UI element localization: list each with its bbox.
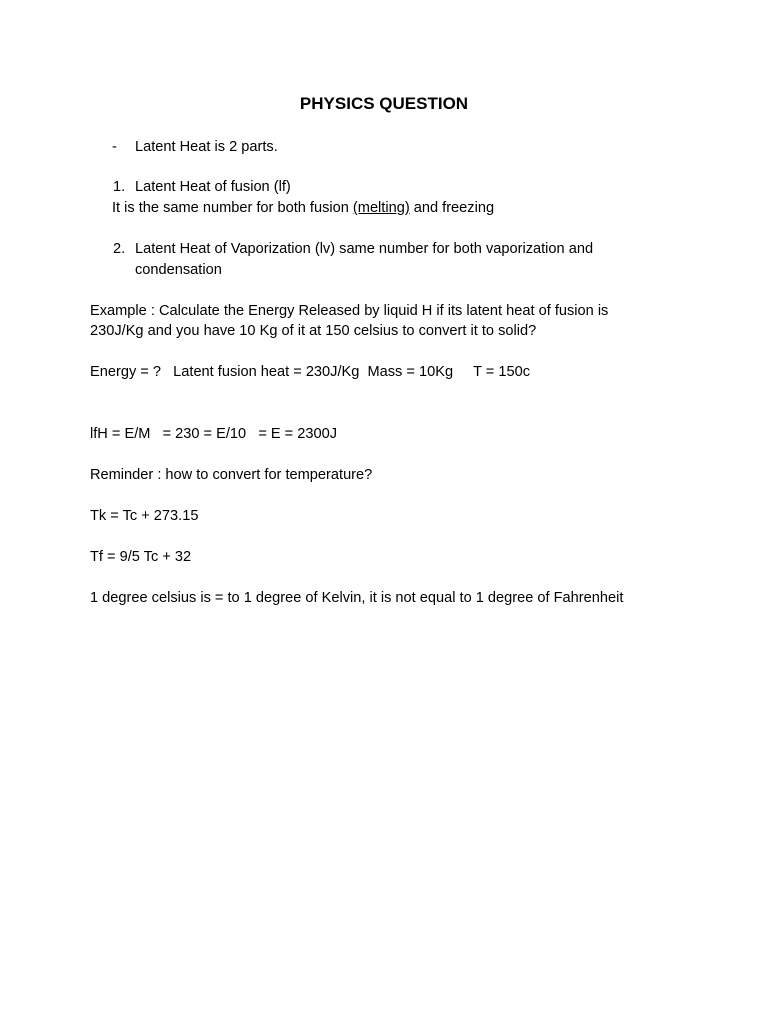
list-item-2-text-line2: condensation [135, 262, 222, 278]
conclusion-line: 1 degree celsius is = to 1 degree of Kelvin, it is not equal to 1 degree of Fahrenheit [90, 590, 624, 606]
fusion-note-start: It is the same number for both fusion [112, 200, 353, 216]
melting-underlined: (melting) [352, 200, 410, 216]
list-item-2-marker: 2. [113, 241, 126, 257]
solution-line: lfH = E/M = 230 = E/10 = E = 2300J [90, 426, 338, 442]
list-item-2-text-line1: Latent Heat of Vaporization (lv) same number for both vaporization and [135, 241, 594, 257]
example-line2: 230J/Kg and you have 10 Kg of it at 150 celsius to convert it to solid? [90, 323, 537, 339]
list-item-1-text: Latent Heat of fusion (lf) [135, 179, 291, 195]
example-line1: Example : Calculate the Energy Released by liquid H if its latent heat of fusion is [90, 303, 609, 319]
fusion-note [112, 198, 494, 218]
fusion-note-end: and freezing [409, 200, 495, 216]
list-item-1-marker: 1. [113, 179, 126, 195]
reminder-line: Reminder : how to convert for temperature? [90, 467, 373, 483]
givens-line: Energy = ? Latent fusion heat = 230J/Kg Mass = 10Kg T = 150c [90, 364, 530, 380]
fahrenheit-formula: Tf = 9/5 Tc + 32 [90, 549, 192, 565]
page-title: PHYSICS QUESTION [299, 94, 469, 113]
bullet-marker: - [112, 139, 117, 155]
bullet-text: Latent Heat is 2 parts. [135, 139, 278, 155]
kelvin-formula: Tk = Tc + 273.15 [90, 508, 199, 524]
